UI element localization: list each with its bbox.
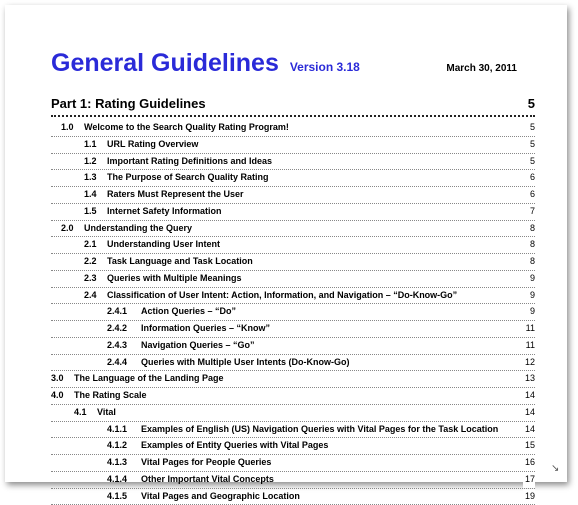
toc-number: 4.1.5 [107,489,127,505]
toc-text: The Rating Scale [74,388,147,404]
toc-text: Navigation Queries – “Go” [141,338,255,354]
toc-entry-2-4-1[interactable] [51,304,535,321]
toc-text: Welcome to the Search Quality Rating Program! [84,120,289,136]
toc-number: 4.1.2 [107,438,127,454]
toc-page: 14 [523,388,535,404]
toc-page: 17 [523,472,535,488]
toc-part-label: Part 1: Rating Guidelines [51,92,206,115]
toc-text: Classification of User Intent: Action, Information, and Navigation – “Do-Know-Go” [107,288,457,304]
toc-page: 13 [523,371,535,387]
toc-text: Queries with Multiple Meanings [107,271,242,287]
toc-page: 7 [528,204,535,220]
toc-part-1[interactable] [51,92,535,117]
toc-page: 14 [523,405,535,421]
toc-number: 4.1.4 [107,472,127,488]
toc-number: 1.4 [84,187,97,203]
toc-text: Vital [97,405,116,421]
toc-entry-1-3[interactable] [51,170,535,187]
toc-text: Action Queries – “Do” [141,304,236,320]
toc-entry-4-1-3[interactable] [51,455,535,472]
table-of-contents [51,92,535,505]
toc-entry-2-1[interactable] [51,237,535,254]
toc-number: 2.3 [84,271,97,287]
toc-page: 19 [523,489,535,505]
toc-page: 15 [523,438,535,454]
toc-page: 8 [528,254,535,270]
toc-number: 1.0 [61,120,74,136]
toc-number: 2.4.1 [107,304,127,320]
toc-part-page: 5 [526,92,535,115]
toc-number: 4.1.1 [107,422,127,438]
toc-page: 9 [528,304,535,320]
toc-text: Examples of English (US) Navigation Queries with Vital Pages for the Task Location [141,422,498,438]
toc-number: 1.2 [84,154,97,170]
toc-page: 6 [528,187,535,203]
toc-text: Vital Pages for People Queries [141,455,271,471]
toc-text: Task Language and Task Location [107,254,253,270]
toc-number: 2.4.3 [107,338,127,354]
toc-entry-3-0[interactable] [51,371,535,388]
toc-page: 5 [528,120,535,136]
toc-entry-4-1-1[interactable] [51,422,535,439]
toc-text: Internet Safety Information [107,204,222,220]
toc-entry-2-3[interactable] [51,271,535,288]
toc-number: 2.4.2 [107,321,127,337]
title-text: General Guidelines [51,49,279,77]
toc-entry-2-0[interactable] [51,221,535,238]
toc-text: Examples of Entity Queries with Vital Pages [141,438,328,454]
toc-number: 3.0 [51,371,64,387]
toc-entry-2-4[interactable] [51,288,535,305]
toc-text: The Language of the Landing Page [74,371,224,387]
toc-entry-1-4[interactable] [51,187,535,204]
toc-text: Raters Must Represent the User [107,187,244,203]
toc-entry-1-0[interactable] [51,120,535,137]
toc-page: 11 [524,338,535,354]
toc-entry-4-1-2[interactable] [51,438,535,455]
toc-text: URL Rating Overview [107,137,198,153]
toc-page: 9 [528,271,535,287]
toc-number: 2.2 [84,254,97,270]
toc-number: 4.0 [51,388,64,404]
toc-page: 5 [528,137,535,153]
document-header [51,49,523,83]
toc-number: 2.4.4 [107,355,127,371]
toc-page: 6 [528,170,535,186]
toc-entry-2-4-3[interactable] [51,338,535,355]
toc-page: 16 [523,455,535,471]
toc-page: 8 [528,221,535,237]
resize-grip-icon[interactable]: ↘ [551,464,561,474]
toc-page: 5 [528,154,535,170]
toc-number: 4.1 [74,405,87,421]
toc-number: 1.5 [84,204,97,220]
toc-entry-1-1[interactable] [51,137,535,154]
toc-page: 12 [523,355,535,371]
document-page [5,5,567,482]
toc-text: Information Queries – “Know” [141,321,270,337]
version-label: Version 3.18 [290,60,360,74]
toc-entry-4-1-4[interactable] [51,472,535,489]
toc-text: Other Important Vital Concepts [141,472,274,488]
toc-page: 14 [523,422,535,438]
toc-entry-4-1-5[interactable] [51,489,535,505]
toc-entry-2-2[interactable] [51,254,535,271]
toc-number: 2.0 [61,221,74,237]
document-date: March 30, 2011 [446,63,517,74]
toc-number: 2.4 [84,288,97,304]
toc-entry-4-0[interactable] [51,388,535,405]
toc-text: The Purpose of Search Quality Rating [107,170,269,186]
toc-entry-1-5[interactable] [51,204,535,221]
toc-number: 1.3 [84,170,97,186]
toc-text: Understanding the Query [84,221,192,237]
toc-text: Queries with Multiple User Intents (Do-Know-Go) [141,355,350,371]
toc-entry-2-4-4[interactable] [51,355,535,372]
toc-text: Vital Pages and Geographic Location [141,489,300,505]
toc-number: 2.1 [84,237,97,253]
document-title [51,49,360,78]
toc-entry-2-4-2[interactable] [51,321,535,338]
toc-page: 9 [528,288,535,304]
toc-number: 1.1 [84,137,97,153]
toc-text: Understanding User Intent [107,237,220,253]
toc-text: Important Rating Definitions and Ideas [107,154,272,170]
toc-number: 4.1.3 [107,455,127,471]
toc-page: 8 [528,237,535,253]
toc-entry-4-1[interactable] [51,405,535,422]
toc-entry-1-2[interactable] [51,154,535,171]
toc-page: 11 [524,321,535,337]
